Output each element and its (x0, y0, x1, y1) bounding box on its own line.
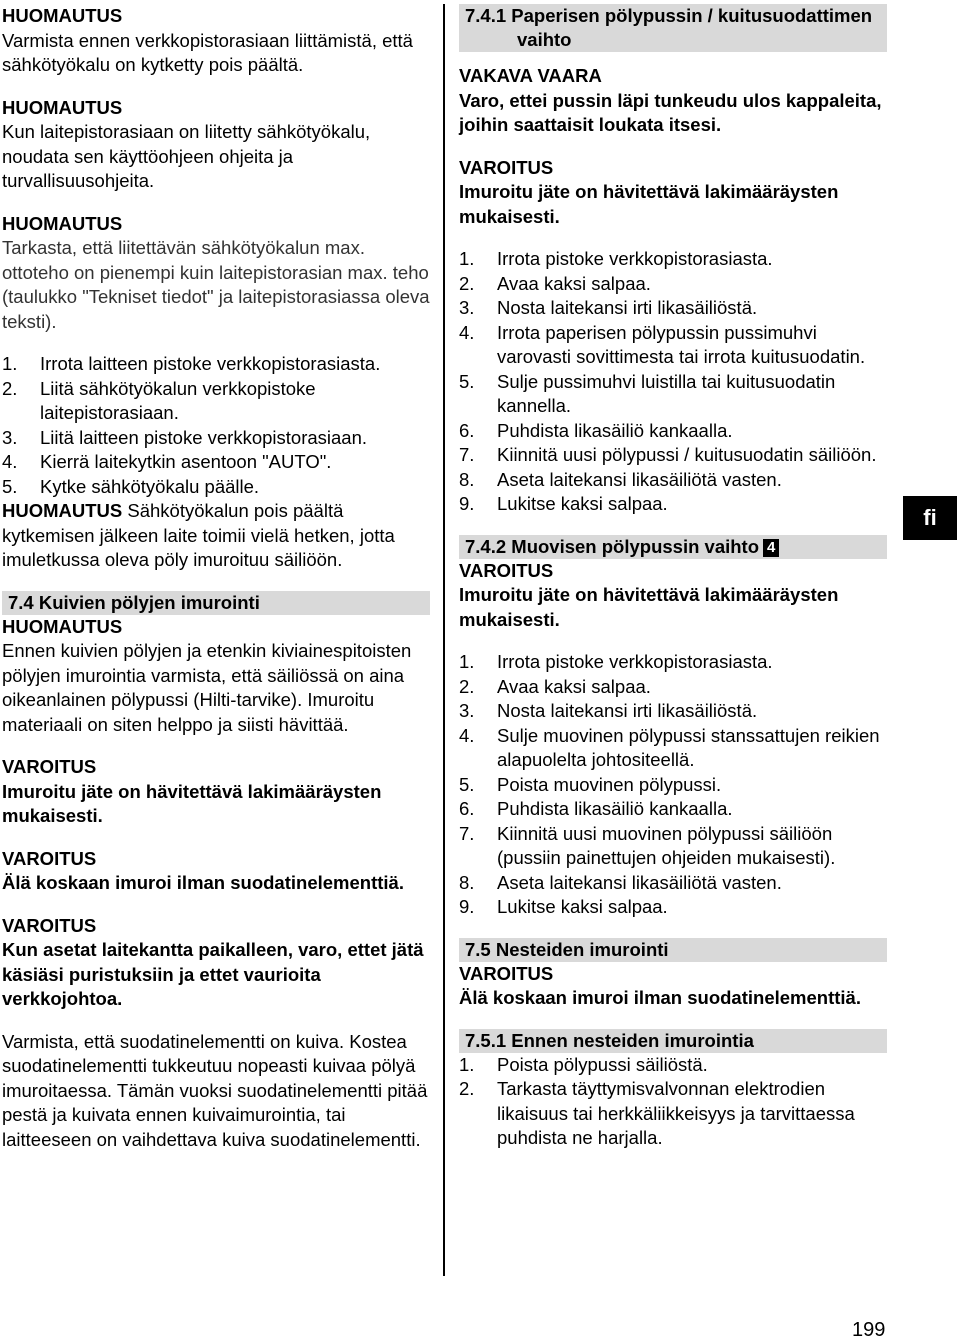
section-heading-7-4-2: 7.4.2 Muovisen pölypussin vaihto 4 (459, 535, 887, 559)
section-heading-7-4-1: 7.4.1 Paperisen pölypussin / kuitusuodattimen vaihto (459, 4, 887, 52)
right-column (459, 4, 887, 1151)
language-tab: fi (903, 496, 957, 540)
warning-text: Älä koskaan imuroi ilman suodatinelementtiä. (2, 872, 404, 893)
note-title: HUOMAUTUS (2, 5, 123, 26)
note-title: HUOMAUTUS (2, 96, 123, 118)
list-item: 6. Puhdista likasäiliö kankaalla. (459, 419, 733, 441)
list-item: 4. Kierrä laitekytkin asentoon "AUTO". (2, 451, 332, 472)
list-item: 8. Aseta laitekansi likasäiliötä vasten. (459, 871, 782, 893)
steps-list (459, 1053, 887, 1151)
note-title: HUOMAUTUS (2, 212, 123, 234)
column-divider (443, 4, 445, 1276)
section-heading-7-5: 7.5 Nesteiden imurointi (459, 938, 887, 962)
list-item: 7. Kiinnitä uusi pölypussi / kuitusuodatin säiliöön. (459, 444, 877, 465)
list-item: 3. Liitä laitteen pistoke verkkopistorasiaan. (2, 426, 368, 448)
page-number: 199 (852, 1319, 886, 1341)
note-inline (2, 499, 430, 573)
list-item: 3. Nosta laitekansi irti likasäiliöstä. (459, 297, 758, 318)
warning-title: VAROITUS (2, 847, 97, 869)
warning-title: VAROITUS (2, 756, 97, 777)
figure-reference-badge: 4 (763, 539, 779, 557)
list-item: 2. Avaa kaksi salpaa. (459, 675, 651, 697)
list-item: 2. Liitä sähkötyökalun verkkopistoke laitepistorasiaan. (2, 377, 316, 423)
body-text: Varmista, että suodatinelementti on kuiva. Kostea suodatinelementti tukkeutuu nopeasti kuivaa pölyä imuroitaessa. Tämän vuoksi suodatinelementti pitää pestä ja kuivata ennen kuivaimurointia, tai laitteeseen on vaihdettava kuiva suodatinelementti. (2, 1030, 428, 1150)
list-item: 9. Lukitse kaksi salpaa. (459, 896, 668, 917)
list-item: 4. Sulje muovinen pölypussi stanssattujen reikien alapuolelta johtositeellä. (459, 724, 880, 770)
note-title: HUOMAUTUS (2, 500, 123, 521)
list-item: 3. Nosta laitekansi irti likasäiliöstä. (459, 700, 758, 721)
warning-text: Imuroitu jäte on hävitettävä lakimääräysten mukaisesti. (459, 584, 839, 630)
list-item: 4. Irrota paperisen pölypussin pussimuhvi varovasti sovittimesta tai irrota kuitusuodatin. (459, 321, 866, 367)
list-item: 6. Puhdista likasäiliö kankaalla. (459, 798, 733, 819)
note-text: Ennen kuivien pölyjen ja etenkin kiviainespitoisten pölyjen imurointia varmista, että säiliössä on aina oikeanlainen pölypussi (Hilti-tarvike). Imuroitu materiaali on siten helppo ja siisti hävittää. (2, 640, 412, 735)
steps-list (459, 247, 887, 517)
list-item: 1. Irrota pistoke verkkopistorasiasta. (459, 248, 773, 269)
list-item: 5. Sulje pussimuhvi luistilla tai kuitusuodatin kannella. (459, 370, 836, 416)
section-heading-7-4: 7.4 Kuivien pölyjen imurointi (2, 591, 430, 615)
list-item: 8. Aseta laitekansi likasäiliötä vasten. (459, 468, 782, 490)
steps-list (2, 352, 430, 499)
warning-text: Älä koskaan imuroi ilman suodatinelementtiä. (459, 987, 861, 1008)
note-text: Sähkötyökalun pois päältä kytkemisen jälkeen laite toimii vielä hetken, jotta imuletkussa oleva pöly imuroituu säiliöön. (2, 500, 395, 570)
list-item: 2. Avaa kaksi salpaa. (459, 272, 651, 294)
warning-title: VAROITUS (459, 156, 554, 178)
note-text: Varmista ennen verkkopistorasiaan liittämistä, että sähkötyökalu on kytketty pois päältä. (2, 29, 413, 75)
list-item: 1. Irrota laitteen pistoke verkkopistorasiasta. (2, 353, 381, 374)
list-item: 1. Irrota pistoke verkkopistorasiasta. (459, 651, 773, 672)
note-text: Kun laitepistorasiaan on liitetty sähkötyökalu, noudata sen käyttöohjeen ohjeita ja turvallisuusohjeita. (2, 121, 371, 191)
note-text: Tarkasta, että liitettävän sähkötyökalun max. ottoteho on pienempi kuin laitepistorasian max. teho (taulukko "Tekniset tiedot" ja laitepistorasiassa oleva teksti). (2, 237, 430, 332)
list-item: 5. Kytke sähkötyökalu päälle. (2, 475, 260, 497)
danger-text: Varo, ettei pussin läpi tunkeudu ulos kappaleita, joihin saattaisit loukata itsesi. (459, 89, 882, 135)
list-item: 1. Poista pölypussi säiliöstä. (459, 1053, 708, 1075)
steps-list (459, 650, 887, 920)
warning-text: Imuroitu jäte on hävitettävä lakimääräysten mukaisesti. (459, 181, 839, 227)
list-item: 5. Poista muovinen pölypussi. (459, 773, 722, 795)
note-title: HUOMAUTUS (2, 615, 123, 637)
warning-title: VAROITUS (2, 914, 97, 936)
warning-text: Imuroitu jäte on hävitettävä lakimääräysten mukaisesti. (2, 780, 382, 826)
list-item: 7. Kiinnitä uusi muovinen pölypussi säiliöön (pussiin painettujen ohjeiden mukaisesti). (459, 822, 836, 868)
section-heading-7-5-1: 7.5.1 Ennen nesteiden imurointia (459, 1029, 887, 1053)
warning-title: VAROITUS (459, 962, 554, 984)
left-column (2, 4, 430, 1152)
list-item: 9. Lukitse kaksi salpaa. (459, 493, 668, 514)
list-item: 2. Tarkasta täyttymisvalvonnan elektrodien likaisuus tai herkkäliikkeisyys ja tarvittaessa puhdista ne harjalla. (459, 1078, 855, 1148)
danger-title: VAKAVA VAARA (459, 65, 602, 86)
warning-title: VAROITUS (459, 559, 554, 581)
warning-text: Kun asetat laitekantta paikalleen, varo, ettet jätä käsiäsi puristuksiin ja ettet vaurioita verkkojohtoa. (2, 939, 424, 1009)
